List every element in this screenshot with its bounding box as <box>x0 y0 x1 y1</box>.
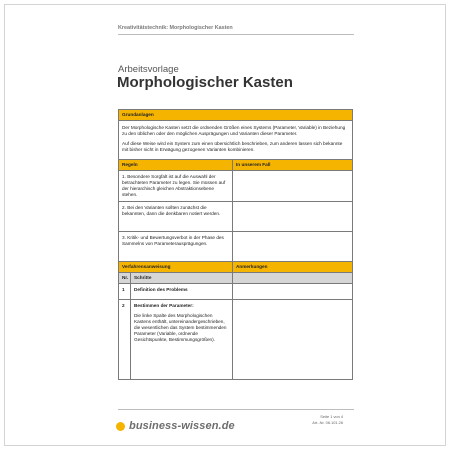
grundlagen-header-row <box>119 110 353 121</box>
rule-text: 1. Besondere Sorgfalt ist auf die Auswahl der betrachteten Parameter zu legen. Sie müssen auf der hierarchisch gleichen Abstraktionsebene stehen. <box>119 170 233 201</box>
rule-notes-cell[interactable] <box>233 170 353 201</box>
step-title: Definition des Problems <box>134 287 188 293</box>
document-title: Morphologischer Kasten <box>117 74 293 91</box>
article-number: Art.-Nr. 06.101.26 <box>312 420 343 426</box>
rule-notes-cell[interactable] <box>233 232 353 262</box>
steps-column-header-row <box>119 273 353 284</box>
step-notes-cell[interactable] <box>233 300 353 380</box>
grundlagen-heading: Grundanlagen <box>119 110 353 121</box>
verfahren-header-row <box>119 262 353 273</box>
page-number: Seite 1 von 4 <box>320 414 343 419</box>
document-subtitle: Arbeitsvorlage <box>118 64 179 75</box>
footer-divider <box>118 409 354 410</box>
step-notes-cell[interactable] <box>233 284 353 300</box>
logo-dot-icon <box>116 422 125 431</box>
worksheet-table <box>118 109 353 380</box>
rule-text: 2. Bei den Varianten sollten zunächst die bekannten, dann die denkbaren notiert werden. <box>119 202 233 232</box>
schritte-column-label: Schritte <box>131 273 233 284</box>
step-content <box>131 300 233 380</box>
step-title: Bestimmen der Parameter: <box>134 303 194 309</box>
brand-logo[interactable] <box>116 419 235 433</box>
grundlagen-text <box>119 121 353 159</box>
step-description: Die linke Spalte des Morphologischen Kastens enthält, untereinandergeschrieben, die wesentlichen das System bestimmenden Parameter (Variable, ordnende Gesichtspunkte, Bestimmungsgrößen). <box>134 312 227 342</box>
in-unserem-fall-heading: In unserem Fall <box>233 159 353 170</box>
anmerkungen-heading: Anmerkungen <box>233 262 353 273</box>
footer-meta <box>312 414 343 427</box>
grey-empty-cell <box>233 273 353 284</box>
step-row <box>119 284 353 300</box>
rule-text: 3. Kritik- und Bewertungsverbot in der Phase des Sammelns von Parameterausprägungen. <box>119 232 233 262</box>
grundlagen-text-row <box>119 121 353 159</box>
brand-name: business-wissen.de <box>129 420 235 432</box>
nr-column-label: Nr. <box>119 273 131 284</box>
rule-notes-cell[interactable] <box>233 202 353 232</box>
regeln-header-row <box>119 159 353 170</box>
step-number: 1 <box>119 284 131 300</box>
step-number: 2 <box>119 300 131 380</box>
regeln-heading: Regeln <box>119 159 233 170</box>
grundlagen-paragraph-2: Auf diese Weise wird ein System zum einen übersichtlich beschrieben, zum anderen lassen sich bekannte mit bisher nicht in Erwägung gezogenen Varianten kombinieren. <box>122 141 343 153</box>
step-row <box>119 300 353 380</box>
verfahren-heading: Verfahrensanweisung <box>119 262 233 273</box>
running-header: Kreativitätstechnik: Morphologischer Kasten <box>118 25 354 35</box>
rule-row <box>119 170 353 201</box>
document-page <box>4 4 446 446</box>
rule-row <box>119 232 353 262</box>
grundlagen-paragraph-1: Der Morphologische Kasten setzt die ordnenden Größen eines Systems (Parameter, Variable) in Beziehung zu den üblichen oder den möglichen Ausprägungen und Varianten dieser Parameter. <box>122 125 346 137</box>
rule-row <box>119 202 353 232</box>
step-content <box>131 284 233 300</box>
